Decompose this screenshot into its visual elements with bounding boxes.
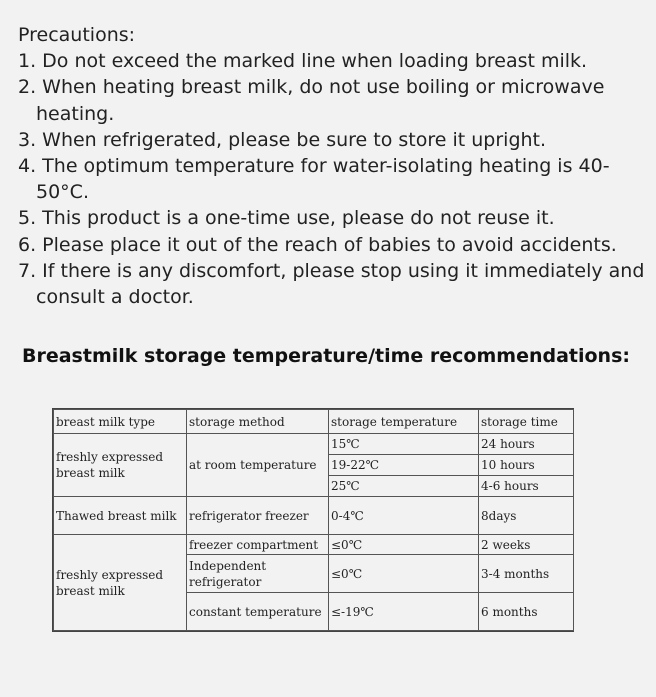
header-cell: storage temperature [329,410,479,434]
time-cell: 8days [479,497,574,535]
temperature-cell: ≤-19℃ [329,593,479,631]
storage-method-cell: refrigerator freezer [187,497,329,535]
time-cell: 2 weeks [479,535,574,555]
temperature-cell: 19-22℃ [329,455,479,476]
storage-heading: Breastmilk storage temperature/time recommendations: [22,345,630,367]
precaution-item: 3. When refrigerated, please be sure to store it upright. [18,128,547,151]
storage-table-wrapper [52,408,574,632]
precaution-item: 6. Please place it out of the reach of babies to avoid accidents. [18,233,617,256]
precautions-list [18,48,648,310]
milk-type-cell: freshly expressed breast milk [54,434,187,497]
header-cell: storage method [187,410,329,434]
storage-method-cell: at room temperature [187,434,329,497]
time-cell: 4-6 hours [479,476,574,497]
precaution-item: 5. This product is a one-time use, please do not reuse it. [18,207,555,230]
precaution-item: 7. If there is any discomfort, please stop using it immediately and consult a doctor. [18,259,645,309]
milk-type-cell: Thawed breast milk [54,497,187,535]
temperature-cell: 15℃ [329,434,479,455]
storage-method-cell: constant temperature [187,593,329,631]
time-cell: 24 hours [479,434,574,455]
precaution-item: 2. When heating breast milk, do not use boiling or microwave heating. [18,76,605,125]
time-cell: 10 hours [479,455,574,476]
precaution-item: 1. Do not exceed the marked line when loading breast milk. [18,50,588,73]
table-row [54,434,574,455]
precautions-section [18,22,648,310]
temperature-cell: ≤0℃ [329,555,479,593]
table-row [54,497,574,535]
header-cell: breast milk type [54,410,187,434]
milk-type-cell: freshly expressed breast milk [54,535,187,631]
time-cell: 6 months [479,593,574,631]
header-cell: storage time [479,410,574,434]
storage-method-cell: freezer compartment [187,535,329,555]
table-row [54,535,574,555]
table-header-row [54,410,574,434]
storage-table [53,409,574,631]
storage-method-cell: Independent refrigerator [187,555,329,593]
temperature-cell: 0-4℃ [329,497,479,535]
precaution-item: 4. The optimum temperature for water-isolating heating is 40-50°C. [18,155,610,204]
time-cell: 3-4 months [479,555,574,593]
temperature-cell: ≤0℃ [329,535,479,555]
temperature-cell: 25℃ [329,476,479,497]
precautions-title: Precautions: [18,24,136,46]
